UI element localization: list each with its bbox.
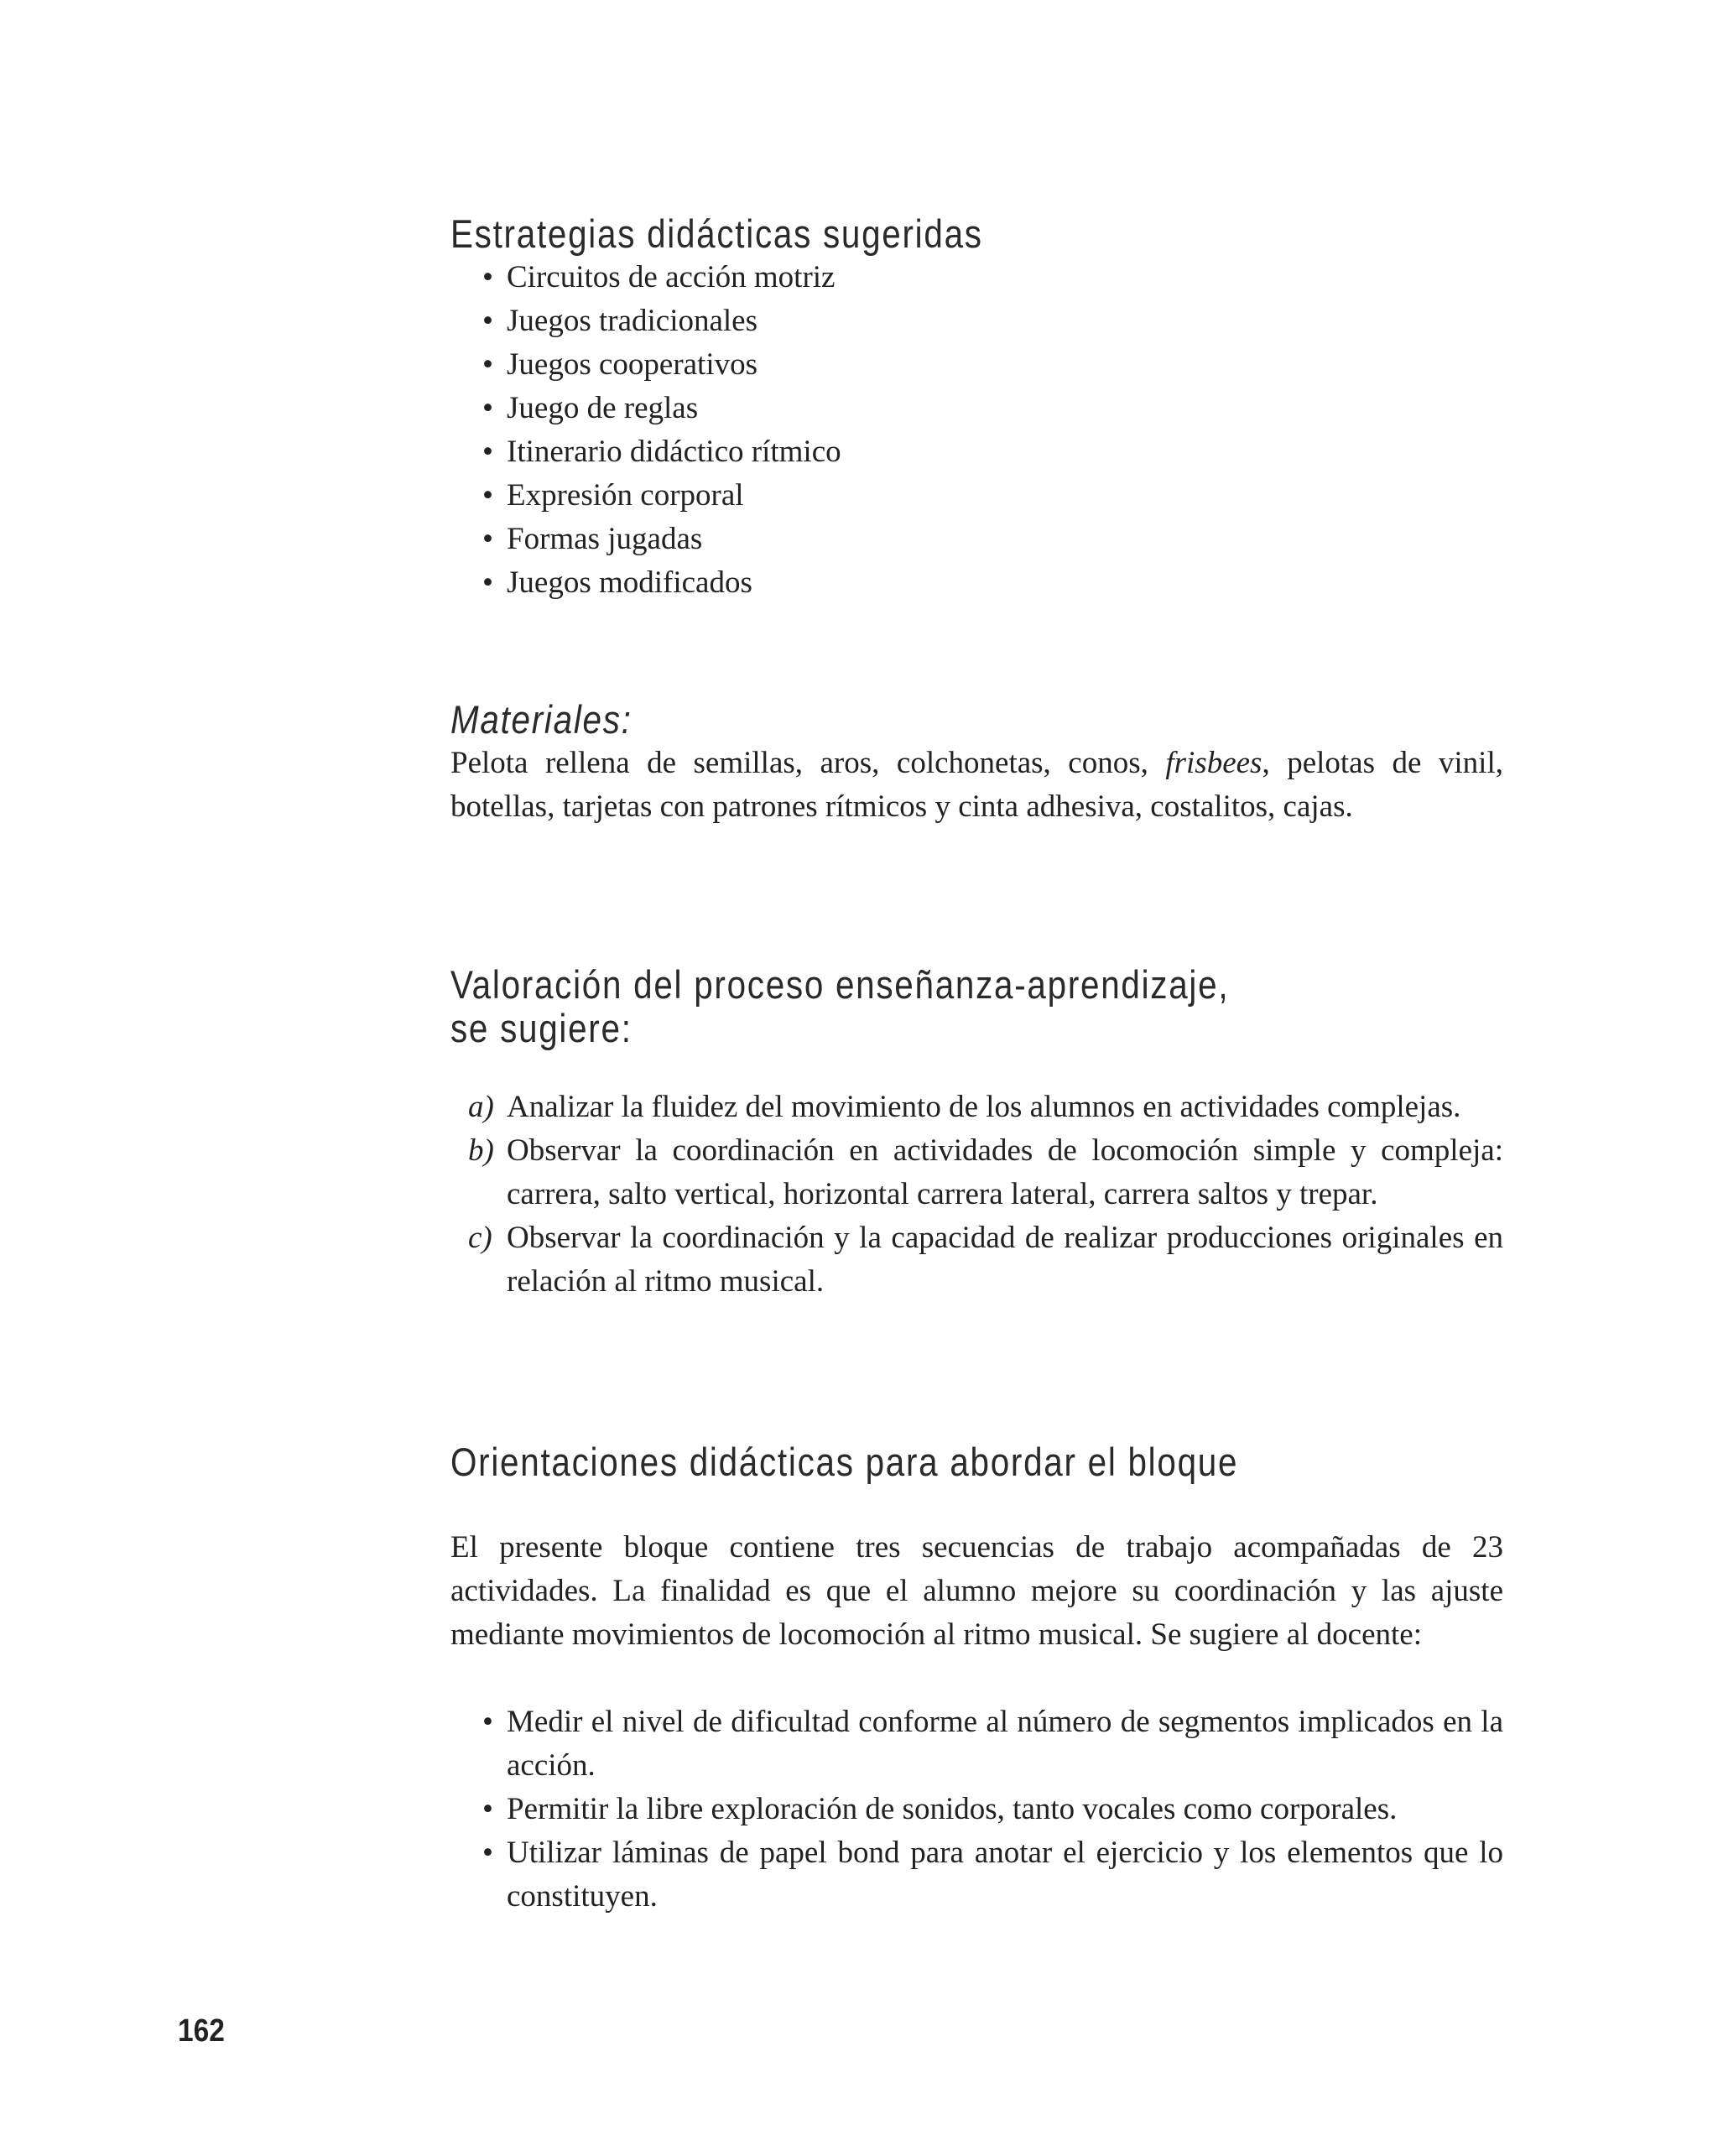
list-item-text: Analizar la fluidez del movimiento de los alumnos en actividades complejas. bbox=[507, 1090, 1461, 1124]
list-item-text: Formas jugadas bbox=[507, 522, 703, 556]
list-item-text: Observar la coordinación y la capacidad de realizar producciones originales en relación al ritmo musical. bbox=[507, 1221, 1503, 1299]
bullet-icon: • bbox=[482, 391, 493, 425]
orientations-list bbox=[450, 1700, 1503, 1919]
list-item bbox=[450, 256, 1503, 299]
list-letter: c) bbox=[468, 1221, 492, 1255]
materials-paragraph bbox=[450, 742, 1503, 829]
page-number: 162 bbox=[178, 2013, 225, 2049]
bullet-icon: • bbox=[482, 478, 493, 513]
bullet-icon: • bbox=[482, 1705, 493, 1739]
bullet-icon: • bbox=[482, 1792, 493, 1826]
list-item bbox=[450, 1831, 1503, 1919]
list-item-text: Juegos modificados bbox=[507, 565, 752, 600]
bullet-icon: • bbox=[482, 260, 493, 294]
list-item bbox=[450, 561, 1503, 605]
list-item-text: Utilizar láminas de papel bond para anotar el ejercicio y los elementos que lo constituyen. bbox=[507, 1836, 1503, 1914]
section-heading-line2: se sugiere: bbox=[450, 1006, 633, 1050]
materials-text-italic: frisbees bbox=[1165, 746, 1262, 780]
section-materiales bbox=[450, 698, 1503, 829]
list-item bbox=[450, 474, 1503, 518]
list-item-text: Expresión corporal bbox=[507, 478, 744, 513]
section-heading-line1: Valoración del proceso enseñanza-aprendizaje, bbox=[450, 962, 1230, 1007]
list-item bbox=[450, 343, 1503, 387]
bullet-icon: • bbox=[482, 347, 493, 382]
section-valoracion bbox=[450, 963, 1503, 1304]
orientations-paragraph: El presente bloque contiene tres secuencias de trabajo acompañadas de 23 actividades. La finalidad es que el alumno mejore su coordinación y las ajuste mediante movimientos de locomoción al ritmo musical. Se sugiere al docente: bbox=[450, 1530, 1503, 1652]
section-estrategias bbox=[450, 212, 1503, 605]
list-item-text: Juegos cooperativos bbox=[507, 347, 758, 382]
list-letter: a) bbox=[468, 1090, 494, 1124]
list-item bbox=[450, 387, 1503, 430]
list-item bbox=[450, 299, 1503, 343]
list-item-text: Itinerario didáctico rítmico bbox=[507, 435, 841, 469]
section-orientaciones bbox=[450, 1440, 1503, 1919]
strategies-list bbox=[450, 256, 1503, 605]
list-item bbox=[450, 1086, 1503, 1129]
materials-text-start: Pelota rellena de semillas, aros, colchonetas, conos, bbox=[450, 746, 1166, 780]
section-heading: Estrategias didácticas sugeridas bbox=[450, 211, 983, 256]
list-item bbox=[450, 1216, 1503, 1304]
list-item-text: Permitir la libre exploración de sonidos, tanto vocales como corporales. bbox=[507, 1792, 1398, 1826]
section-heading: Materiales: bbox=[450, 697, 633, 742]
list-letter: b) bbox=[468, 1133, 494, 1168]
materials-text-end: , pelotas de vinil, botellas, tarjetas con patrones rítmicos y cinta adhesiva, costalitos, cajas. bbox=[450, 746, 1503, 824]
list-item bbox=[450, 1129, 1503, 1216]
bullet-icon: • bbox=[482, 522, 493, 556]
list-item-text: Circuitos de acción motriz bbox=[507, 260, 836, 294]
list-item-text: Juego de reglas bbox=[507, 391, 699, 425]
list-item-text: Observar la coordinación en actividades de locomoción simple y compleja: carrera, salto vertical, horizontal carrera lateral, carrera saltos y trepar. bbox=[507, 1133, 1503, 1211]
list-item bbox=[450, 1700, 1503, 1788]
bullet-icon: • bbox=[482, 1836, 493, 1870]
section-heading: Orientaciones didácticas para abordar el bloque bbox=[450, 1440, 1239, 1484]
list-item bbox=[450, 1788, 1503, 1831]
list-item-text: Medir el nivel de dificultad conforme al número de segmentos implicados en la acción. bbox=[507, 1705, 1503, 1783]
list-item bbox=[450, 430, 1503, 474]
bullet-icon: • bbox=[482, 565, 493, 600]
assessment-list bbox=[450, 1086, 1503, 1304]
list-item-text: Juegos tradicionales bbox=[507, 304, 757, 338]
bullet-icon: • bbox=[482, 435, 493, 469]
list-item bbox=[450, 518, 1503, 561]
bullet-icon: • bbox=[482, 304, 493, 338]
